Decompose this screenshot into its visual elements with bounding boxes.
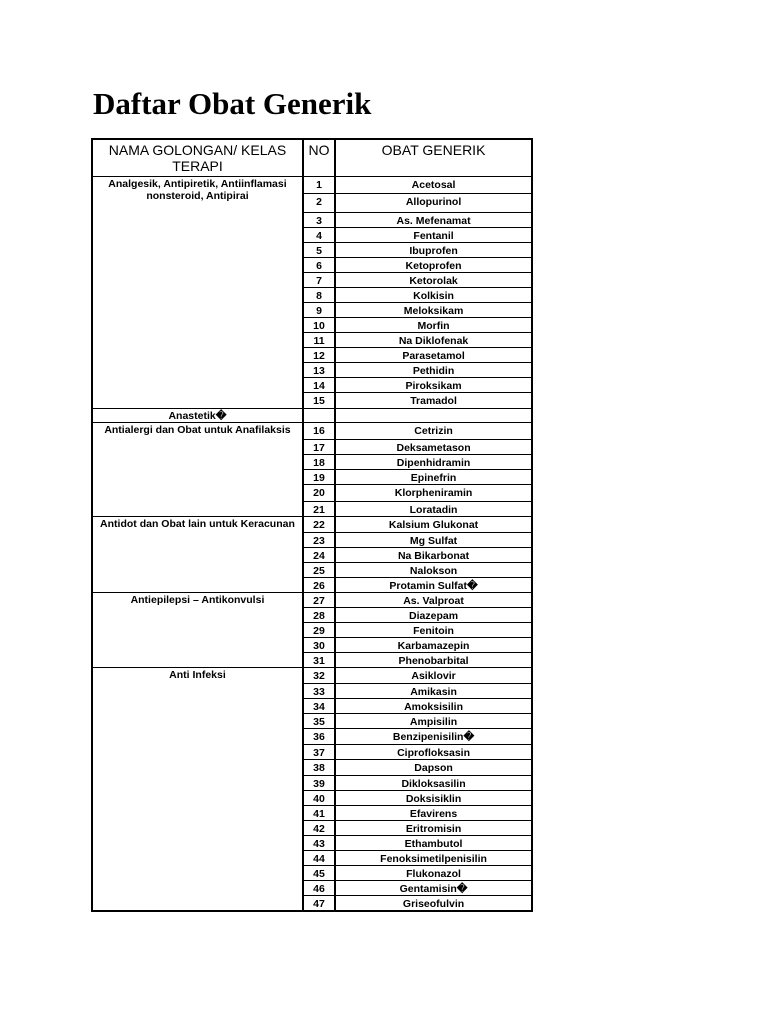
drug-number-cell: 23: [303, 533, 335, 548]
generic-drug-cell: Klorpheniramin: [335, 485, 532, 502]
therapy-class-cell: Anastetik�: [92, 409, 303, 423]
generic-drug-cell: Cetrizin: [335, 423, 532, 440]
generic-drug-cell: Karbamazepin: [335, 638, 532, 653]
drug-number-cell: 38: [303, 760, 335, 776]
generic-drug-cell: Griseofulvin: [335, 896, 532, 912]
drug-number-cell: [303, 409, 335, 423]
header-no: NO: [303, 139, 335, 177]
drug-number-cell: 19: [303, 470, 335, 485]
drug-number-cell: 24: [303, 548, 335, 563]
generic-drug-cell: Diazepam: [335, 608, 532, 623]
generic-drug-cell: Acetosal: [335, 177, 532, 194]
drug-number-cell: 9: [303, 303, 335, 318]
table-header-row: [92, 139, 532, 177]
drug-number-cell: 14: [303, 378, 335, 393]
generic-drug-cell: Ampisilin: [335, 714, 532, 729]
generic-drug-cell: Fentanil: [335, 228, 532, 243]
page-title: Daftar Obat Generik: [93, 86, 372, 121]
generic-drug-cell: Benzipenisilin�: [335, 729, 532, 745]
therapy-class-cell: Analgesik, Antipiretik, Antiinflamasi nonsteroid, Antipirai: [92, 177, 303, 409]
generic-drug-cell: Dipenhidramin: [335, 455, 532, 470]
drug-number-cell: 25: [303, 563, 335, 578]
generic-drug-cell: Efavirens: [335, 806, 532, 821]
table-row: [92, 517, 532, 533]
drug-number-cell: 8: [303, 288, 335, 303]
generic-drug-cell: Deksametason: [335, 440, 532, 455]
drug-number-cell: 1: [303, 177, 335, 194]
drug-number-cell: 12: [303, 348, 335, 363]
generic-drug-cell: Meloksikam: [335, 303, 532, 318]
generic-drug-cell: Na Bikarbonat: [335, 548, 532, 563]
generic-drug-cell: Parasetamol: [335, 348, 532, 363]
table-body: [92, 177, 532, 912]
generic-drug-cell: Na Diklofenak: [335, 333, 532, 348]
generic-drug-cell: Doksisiklin: [335, 791, 532, 806]
generic-drug-cell: Protamin Sulfat�: [335, 578, 532, 593]
generic-drug-cell: Kolkisin: [335, 288, 532, 303]
generic-drug-cell: Epinefrin: [335, 470, 532, 485]
generic-drug-cell: Kalsium Glukonat: [335, 517, 532, 533]
drug-number-cell: 2: [303, 194, 335, 213]
table-row: [92, 668, 532, 684]
drug-number-cell: 42: [303, 821, 335, 836]
drug-number-cell: 15: [303, 393, 335, 409]
drug-number-cell: 10: [303, 318, 335, 333]
generic-drug-cell: Tramadol: [335, 393, 532, 409]
drug-number-cell: 17: [303, 440, 335, 455]
drug-number-cell: 4: [303, 228, 335, 243]
generic-drug-cell: Dikloksasilin: [335, 776, 532, 791]
drug-number-cell: 28: [303, 608, 335, 623]
drug-number-cell: 18: [303, 455, 335, 470]
generic-drug-cell: Gentamisin�: [335, 881, 532, 896]
drug-number-cell: 46: [303, 881, 335, 896]
generic-drug-cell: Amoksisilin: [335, 699, 532, 714]
drug-number-cell: 26: [303, 578, 335, 593]
drug-number-cell: 22: [303, 517, 335, 533]
drug-number-cell: 39: [303, 776, 335, 791]
drug-number-cell: 37: [303, 745, 335, 760]
drug-number-cell: 7: [303, 273, 335, 288]
drug-number-cell: 32: [303, 668, 335, 684]
generic-drug-cell: Asiklovir: [335, 668, 532, 684]
drug-number-cell: 45: [303, 866, 335, 881]
drug-number-cell: 34: [303, 699, 335, 714]
drug-number-cell: 43: [303, 836, 335, 851]
drug-number-cell: 3: [303, 213, 335, 228]
therapy-class-cell: Anti Infeksi: [92, 668, 303, 912]
table-row: [92, 593, 532, 608]
generic-drug-cell: Phenobarbital: [335, 653, 532, 668]
drug-number-cell: 11: [303, 333, 335, 348]
generic-drug-table: [91, 138, 533, 912]
drug-number-cell: 41: [303, 806, 335, 821]
drug-number-cell: 5: [303, 243, 335, 258]
therapy-class-cell: Antiepilepsi – Antikonvulsi: [92, 593, 303, 668]
drug-number-cell: 44: [303, 851, 335, 866]
generic-drug-cell: Nalokson: [335, 563, 532, 578]
drug-number-cell: 30: [303, 638, 335, 653]
generic-drug-cell: Fenoksimetilpenisilin: [335, 851, 532, 866]
drug-number-cell: 27: [303, 593, 335, 608]
generic-drug-cell: Ethambutol: [335, 836, 532, 851]
header-group: NAMA GOLONGAN/ KELAS TERAPI: [92, 139, 303, 177]
generic-drug-cell: Ciprofloksasin: [335, 745, 532, 760]
drug-number-cell: 6: [303, 258, 335, 273]
drug-number-cell: 20: [303, 485, 335, 502]
drug-number-cell: 47: [303, 896, 335, 912]
table-row: [92, 423, 532, 440]
header-drug: OBAT GENERIK: [335, 139, 532, 177]
drug-number-cell: 29: [303, 623, 335, 638]
generic-drug-cell: Mg Sulfat: [335, 533, 532, 548]
drug-number-cell: 13: [303, 363, 335, 378]
drug-number-cell: 40: [303, 791, 335, 806]
generic-drug-cell: Ketorolak: [335, 273, 532, 288]
generic-drug-cell: As. Valproat: [335, 593, 532, 608]
generic-drug-cell: Dapson: [335, 760, 532, 776]
generic-drug-cell: Eritromisin: [335, 821, 532, 836]
drug-number-cell: 36: [303, 729, 335, 745]
therapy-class-cell: Antidot dan Obat lain untuk Keracunan: [92, 517, 303, 593]
table-row: [92, 409, 532, 423]
generic-drug-cell: Amikasin: [335, 684, 532, 699]
drug-number-cell: 16: [303, 423, 335, 440]
generic-drug-cell: Loratadin: [335, 502, 532, 517]
therapy-class-cell: Antialergi dan Obat untuk Anafilaksis: [92, 423, 303, 517]
generic-drug-cell: As. Mefenamat: [335, 213, 532, 228]
generic-drug-cell: Flukonazol: [335, 866, 532, 881]
generic-drug-cell: Fenitoin: [335, 623, 532, 638]
generic-drug-cell: Ibuprofen: [335, 243, 532, 258]
generic-drug-cell: Morfin: [335, 318, 532, 333]
generic-drug-cell: Piroksikam: [335, 378, 532, 393]
generic-drug-cell: Ketoprofen: [335, 258, 532, 273]
generic-drug-cell: Allopurinol: [335, 194, 532, 213]
drug-number-cell: 35: [303, 714, 335, 729]
drug-number-cell: 21: [303, 502, 335, 517]
generic-drug-cell: [335, 409, 532, 423]
drug-number-cell: 33: [303, 684, 335, 699]
table-row: [92, 177, 532, 194]
drug-number-cell: 31: [303, 653, 335, 668]
generic-drug-cell: Pethidin: [335, 363, 532, 378]
